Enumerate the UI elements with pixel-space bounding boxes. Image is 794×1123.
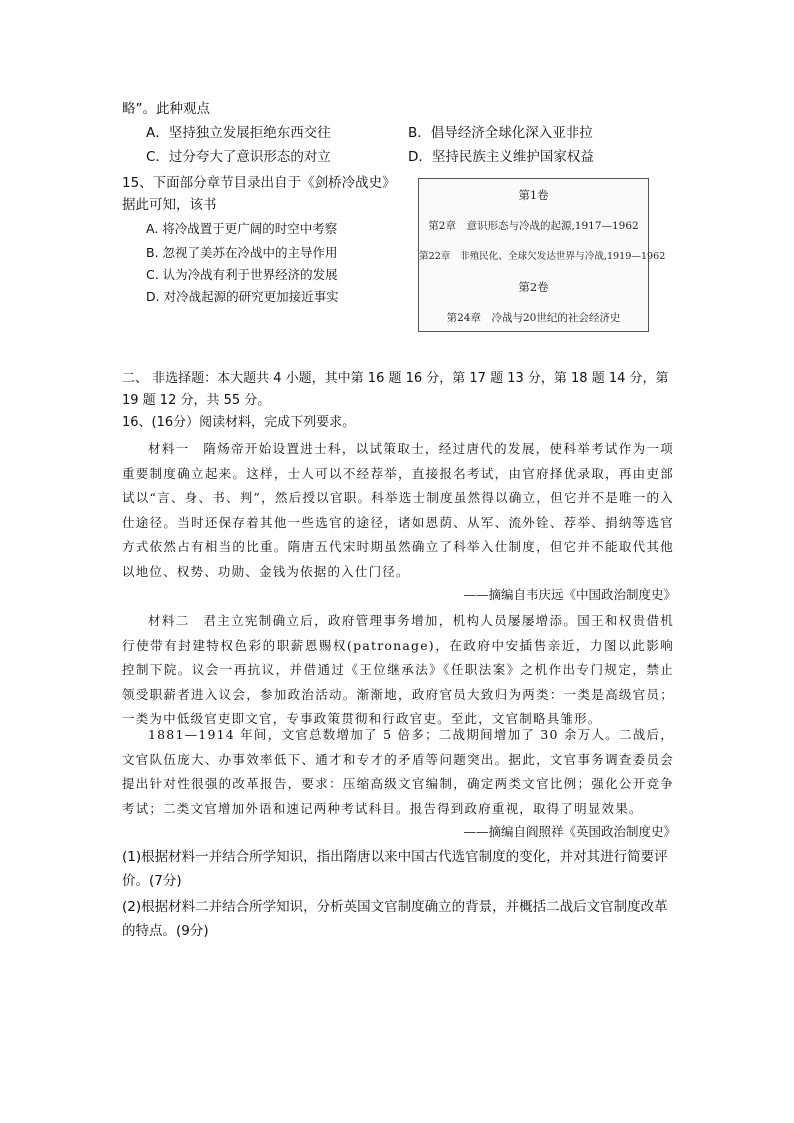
section2-heading-line1: 二、 非选择题：本大题共 4 小题，其中第 16 题 16 分，第 17 题 13 分，第 18 题 14 分，第: [122, 371, 669, 386]
q15-option-b: B. 忽视了美苏在冷战中的主导作用: [146, 245, 338, 260]
q16-stem: 16、(16分）阅读材料，完成下列要求。: [122, 415, 356, 430]
material2-paragraph2: 1881—1914 年间，文官总数增加了 5 倍多；二战期间增加了 30 余万人。二战后，文官队伍庞大、办事效率低下、通才和专才的矛盾等问题突出。据此，文官事务调查委员会提出针对性很强的改革报告，要求：压缩高级文官编制，确定两类文官比例；强化公开竞争考试；二类文官增加外语和速记两种考试科目。报告得到政府重视，取得了明显效果。: [122, 727, 674, 816]
material1-source: ——摘编自韦庆远《中国政治制度史》: [463, 587, 676, 602]
section2-heading-line2: 19 题 12 分，共 55 分。: [122, 393, 271, 408]
q14-option-c: C．过分夸大了意识形态的对立: [146, 149, 331, 165]
q15-option-c: C. 认为冷战有利于世界经济的发展: [146, 267, 338, 282]
chapter22-title: 第22章 非殖民化、全球欠发达世界与冷战,1919—1962: [419, 251, 666, 262]
chapter24-title: 第24章 冷战与20世纪的社会经济史: [446, 312, 621, 324]
q15-stem-line2: 据此可知，该书: [122, 197, 217, 213]
material1-text: 材料一 隋炀帝开始设置进士科，以试策取士，经过唐代的发展，使科举考试作为一项重要制度确立起来。这样，士人可以不经荐举，直接报名考试，由官府择优录取，再由吏部试以“言、身、书、判”，然后授以官职。科举选士制度虽然得以确立，但它并不是唯一的入仕途径。当时还保存着其他一些选官的途径，诸如恩荫、从军、流外铨、荐举、捐纳等选官方式依然占有相当的比重。隋唐五代宋时期虽然确立了科举入仕制度，但它并不能取代其他以地位、权势、功勋、金钱为依据的入仕门径。: [122, 441, 674, 579]
q15-option-a: A. 将冷战置于更广阔的时空中考察: [146, 221, 338, 236]
volume2-label: 第2卷: [518, 280, 549, 294]
q14-option-d: D．坚持民族主义维护国家权益: [408, 149, 594, 165]
chapter2-title: 第2章 意识形态与冷战的起源,1917—1962: [428, 220, 639, 232]
q16-subquestion-1: (1)根据材料一并结合所学知识，指出隋唐以来中国古代选官制度的变化，并对其进行简要评价。(7分): [122, 849, 668, 889]
q14-option-a: A．坚持独立发展拒绝东西交往: [146, 125, 331, 141]
q14-stem-tail: 略”。此种观点: [122, 101, 210, 117]
q15-option-d: D. 对冷战起源的研究更加接近事实: [146, 289, 339, 304]
q16-subquestion-2: (2)根据材料二并结合所学知识，分析英国文官制度确立的背景，并概括二战后文官制度改革的特点。(9分): [122, 899, 668, 939]
q15-stem-line1: 15、下面部分章节目录出自于《剑桥冷战史》: [122, 175, 396, 191]
material2-paragraph1: 材料二 君主立宪制确立后，政府管理事务增加，机构人员屡屡增添。国王和权贵借机行使带有封建特权色彩的职薪恩赐权(patronage)，在政府中安插售亲近，力图以此影响控制下院。议会一再抗议，并借通过《王位继承法》《任职法案》之机作出专门规定，禁止领受职薪者进入议会，参加政治活动。渐渐地，政府官员大致归为两类：一类是高级官员；一类为中低级官吏即文官，专事政策贯彻和行政官吏。至此，文官制略具雏形。: [122, 613, 674, 727]
volume1-label: 第1卷: [518, 188, 549, 202]
book-contents-box: [418, 178, 666, 332]
q14-option-b: B．倡导经济全球化深入亚非拉: [408, 125, 593, 141]
material2-source: ——摘编自阎照祥《英国政治制度史》: [463, 824, 676, 839]
